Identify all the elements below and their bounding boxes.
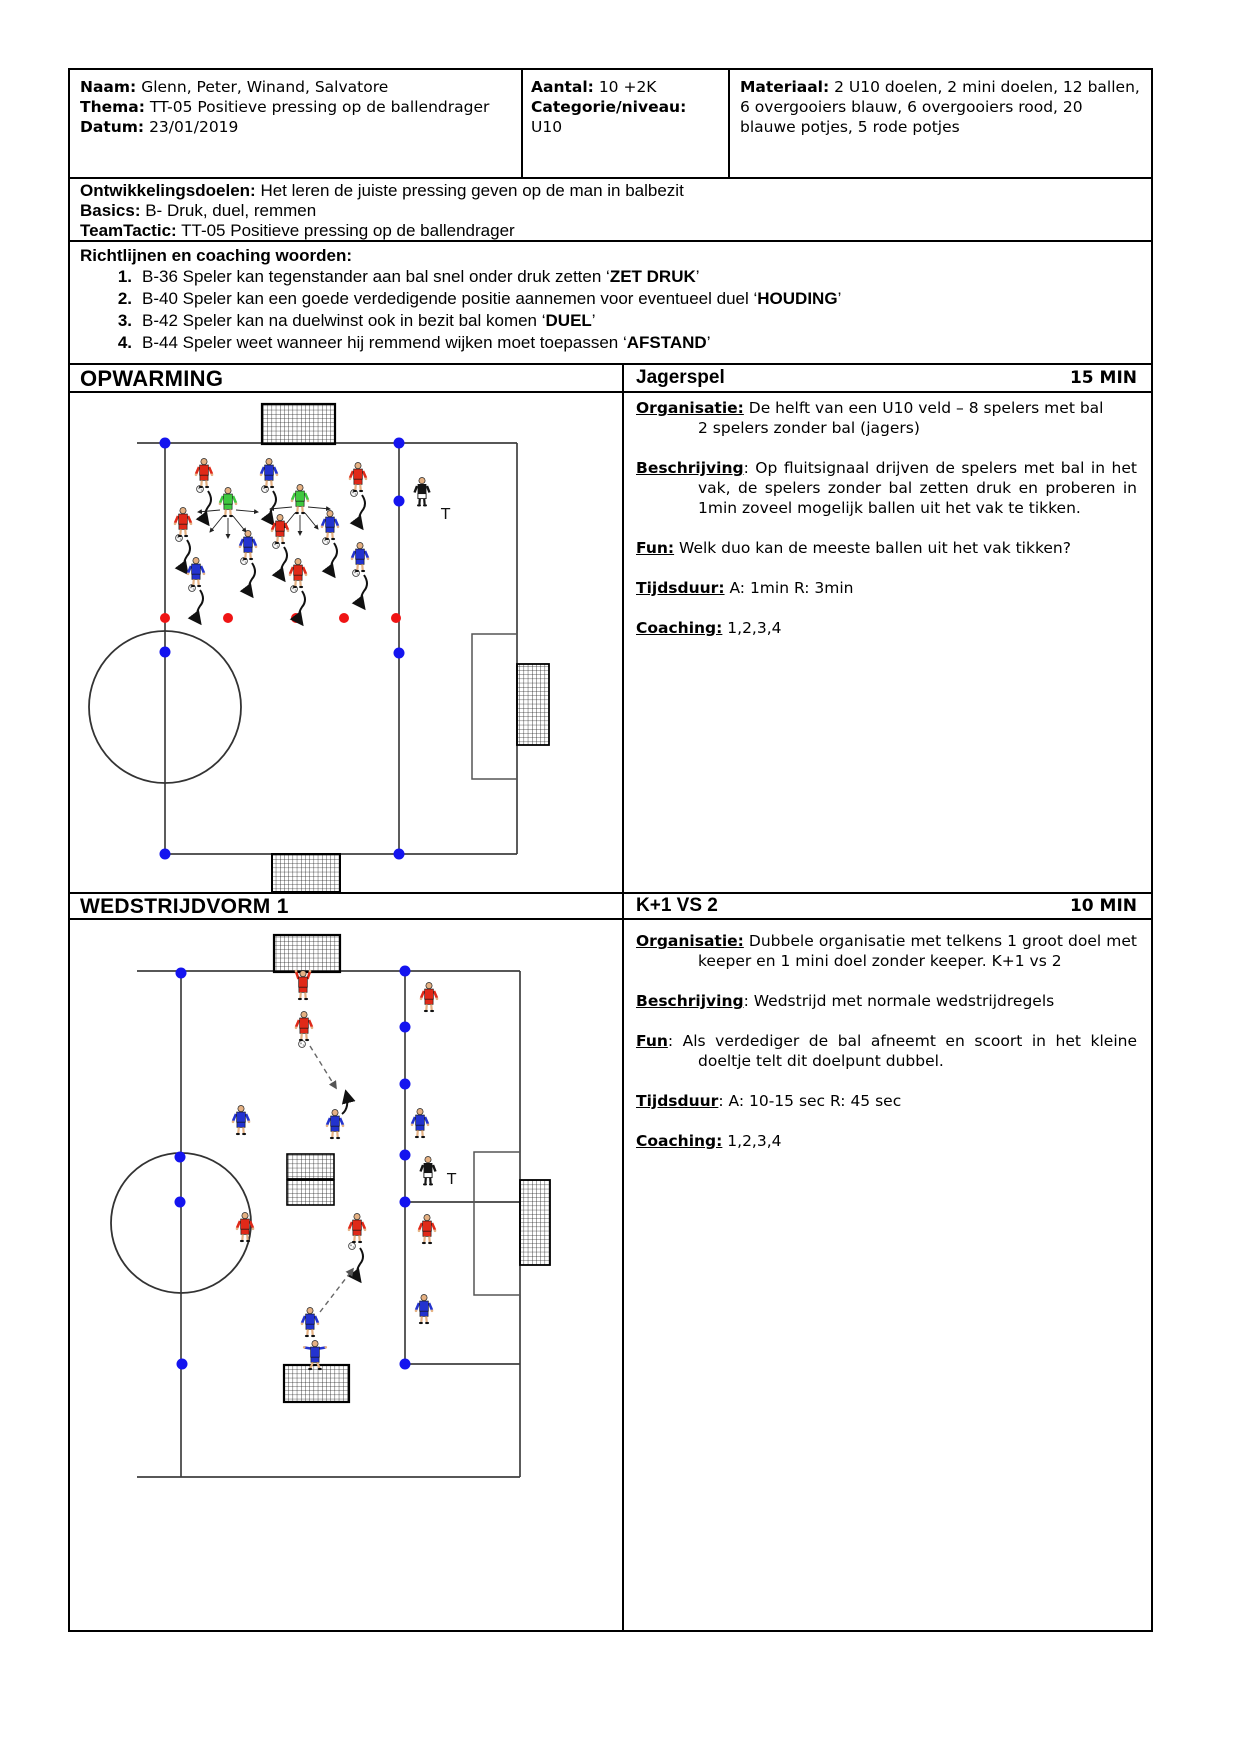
beschrijving-label: Beschrijving — [636, 992, 744, 1010]
datum-value: 23/01/2019 — [149, 118, 239, 136]
organisatie-text-line2: 2 spelers zonder bal (jagers) — [698, 419, 920, 437]
double-mini-goal-center — [287, 1154, 334, 1205]
basics-line — [80, 201, 1141, 221]
beschrijving-text: : Op fluitsignaal drijven de spelers met bal in het vak, de spelers zonder bal zetten druk en proberen in 1min zoveel mogelijk ballen uit het vak te tikken. — [698, 459, 1137, 517]
section-title-opwarming: OPWARMING — [80, 366, 224, 391]
player-blue — [301, 1308, 320, 1338]
richtlijn-item — [80, 332, 1141, 354]
fun-paragraph — [636, 1031, 1137, 1071]
fun-text: : Als verdediger de bal afneemt en scoort in het kleine doeltje telt dit doelpunt dubbel. — [667, 1032, 1137, 1070]
trainer-label: T — [441, 505, 451, 523]
categorie-value: U10 — [531, 118, 563, 136]
item-number: 4. — [117, 333, 132, 352]
organisatie-paragraph — [636, 931, 1137, 971]
wedstrijdvorm-diagram — [70, 920, 622, 1630]
fun-label: Fun — [636, 1032, 668, 1050]
trainer-label: T — [447, 1170, 457, 1188]
player-red — [195, 459, 214, 489]
item-close: ’ — [591, 311, 596, 330]
thema-value: TT-05 Positieve pressing op de ballendrager — [149, 98, 490, 116]
beschrijving-paragraph — [636, 458, 1137, 518]
tijdsduur-label: Tijdsduur — [636, 1092, 719, 1110]
player-blue — [411, 1109, 430, 1139]
organisatie-text: Dubbele organisatie met telkens 1 groot doel met keeper en 1 mini doel zonder keeper. K+1 vs 2 — [698, 932, 1137, 970]
section-title-wedstrijdvorm: WEDSTRIJDVORM 1 — [80, 895, 289, 918]
opwarming-exercise-header — [622, 365, 1151, 391]
tijdsduur-text: : A: 10-15 sec R: 45 sec — [718, 1092, 902, 1110]
player-blue — [321, 511, 340, 541]
item-number: 2. — [117, 289, 132, 308]
player-blue — [232, 1106, 251, 1136]
player-red — [295, 1012, 314, 1042]
wedstrijdvorm-exercise-header — [622, 894, 1151, 918]
richtlijnen-row — [70, 240, 1151, 363]
item-keyword: AFSTAND — [626, 333, 707, 352]
side-goal-right — [517, 664, 549, 745]
player-red — [349, 463, 368, 493]
coaching-paragraph — [636, 1131, 1137, 1151]
item-number: 3. — [117, 311, 132, 330]
header-row — [70, 70, 1151, 177]
header-cell-aantal — [521, 70, 728, 177]
richtlijn-item — [80, 310, 1141, 332]
player-blue — [415, 1295, 434, 1325]
item-keyword: DUEL — [545, 311, 592, 330]
player-blue — [326, 1110, 345, 1140]
aantal-label: Aantal: — [531, 78, 594, 96]
tijdsduur-text: A: 1min R: 3min — [724, 579, 854, 597]
player-blue — [239, 531, 258, 561]
beschrijving-label: Beschrijving — [636, 459, 744, 477]
player-jager — [291, 485, 310, 515]
tijdsduur-paragraph — [636, 1091, 1137, 1111]
mini-goal-bottom — [284, 1365, 349, 1402]
jager-arrows — [198, 507, 330, 538]
goals-row — [70, 177, 1151, 240]
opwarming-text — [622, 393, 1151, 892]
opwarming-diagram — [70, 393, 622, 892]
item-text: B-44 Speler weet wanneer hij remmend wijken moet toepassen ‘ — [142, 333, 627, 352]
exercise-duration: 10 MIN — [1069, 896, 1137, 916]
field-diagram-wedstrijdvorm — [70, 920, 622, 1632]
wedstrijdvorm-content — [70, 918, 1151, 1630]
coaching-label: Coaching: — [636, 1132, 723, 1150]
player-red — [420, 983, 439, 1013]
ontwikkelingsdoelen-label: Ontwikkelingsdoelen: — [80, 181, 256, 200]
side-goal-right — [520, 1180, 550, 1265]
organisatie-text: De helft van een U10 veld – 8 spelers met bal — [743, 399, 1104, 417]
aantal-value: 10 +2K — [598, 78, 657, 96]
basics-value: B- Druk, duel, remmen — [145, 201, 317, 220]
naam-value: Glenn, Peter, Winand, Salvatore — [141, 78, 389, 96]
thema-label: Thema: — [80, 98, 145, 116]
trainer-figure — [415, 478, 430, 507]
item-close: ’ — [706, 333, 711, 352]
player-red — [271, 515, 290, 545]
player-red — [289, 559, 308, 589]
player-blue — [187, 558, 206, 588]
item-text: B-36 Speler kan tegenstander aan bal snel onder druk zetten ‘ — [142, 267, 610, 286]
materiaal-value: 2 U10 doelen, 2 mini doelen, 12 ballen, 6 overgooiers blauw, 6 overgooiers rood, 20 blauwe potjes, 5 rode potjes — [740, 78, 1140, 136]
field-diagram-opwarming — [70, 393, 622, 894]
coaching-text: 1,2,3,4 — [722, 619, 782, 637]
organisatie-paragraph — [636, 398, 1137, 438]
organisatie-label: Organisatie: — [636, 932, 744, 950]
mini-goal-bottom — [272, 854, 340, 892]
fun-label: Fun: — [636, 539, 675, 557]
trainer-figure — [421, 1157, 436, 1186]
organisatie-label: Organisatie: — [636, 399, 744, 417]
large-goal-top — [274, 935, 340, 972]
player-blue — [260, 459, 279, 489]
session-sheet — [68, 68, 1153, 1632]
teamtactic-label: TeamTactic: — [80, 221, 177, 240]
beschrijving-text: : Wedstrijd met normale wedstrijdregels — [743, 992, 1055, 1010]
exercise-duration: 15 MIN — [1069, 368, 1137, 388]
fun-text: Welk duo kan de meeste ballen uit het vak tikken? — [674, 539, 1071, 557]
wedstrijdvorm-band — [70, 892, 1151, 918]
item-number: 1. — [117, 267, 132, 286]
player-red — [348, 1214, 367, 1244]
opwarming-content — [70, 391, 1151, 892]
field-lines — [137, 443, 517, 854]
player-blue — [351, 543, 370, 573]
richtlijn-item — [80, 288, 1141, 310]
item-keyword: HOUDING — [757, 289, 838, 308]
basics-label: Basics: — [80, 201, 141, 220]
player-red — [418, 1215, 437, 1245]
richtlijn-item — [80, 266, 1141, 288]
item-text: B-42 Speler kan na duelwinst ook in bezit bal komen ‘ — [142, 311, 546, 330]
penalty-area — [474, 1152, 520, 1295]
exercise-title: K+1 VS 2 — [636, 895, 718, 916]
keeper-red — [295, 970, 312, 1000]
item-text: B-40 Speler kan een goede verdedigende positie aannemen voor eventueel duel ‘ — [142, 289, 758, 308]
item-close: ’ — [695, 267, 700, 286]
tijdsduur-paragraph — [636, 578, 1137, 598]
richtlijnen-title: Richtlijnen en coaching woorden: — [80, 246, 353, 265]
penalty-area — [472, 634, 517, 779]
player-red — [174, 508, 193, 538]
coaching-label: Coaching: — [636, 619, 723, 637]
teamtactic-line — [80, 221, 1141, 241]
header-cell-materiaal — [728, 70, 1151, 177]
coaching-text: 1,2,3,4 — [722, 1132, 782, 1150]
player-jager — [219, 488, 238, 518]
fun-paragraph — [636, 538, 1137, 558]
balls — [299, 1041, 356, 1250]
materiaal-label: Materiaal: — [740, 78, 830, 96]
blue-cones — [160, 438, 405, 860]
coaching-paragraph — [636, 618, 1137, 638]
item-close: ’ — [837, 289, 842, 308]
ontwikkelingsdoelen-line — [80, 181, 1141, 201]
wedstrijdvorm-text — [622, 920, 1151, 1630]
teamtactic-value: TT-05 Positieve pressing op de ballendrager — [181, 221, 515, 240]
tijdsduur-label: Tijdsduur: — [636, 579, 725, 597]
datum-label: Datum: — [80, 118, 145, 136]
large-goal-top — [262, 404, 335, 444]
item-keyword: ZET DRUK — [609, 267, 696, 286]
categorie-label: Categorie/niveau: — [531, 98, 687, 116]
beschrijving-paragraph — [636, 991, 1137, 1011]
ontwikkelingsdoelen-value: Het leren de juiste pressing geven op de man in balbezit — [260, 181, 684, 200]
opwarming-band — [70, 363, 1151, 391]
naam-label: Naam: — [80, 78, 137, 96]
exercise-title: Jagerspel — [636, 367, 725, 388]
header-cell-identity — [70, 70, 521, 177]
